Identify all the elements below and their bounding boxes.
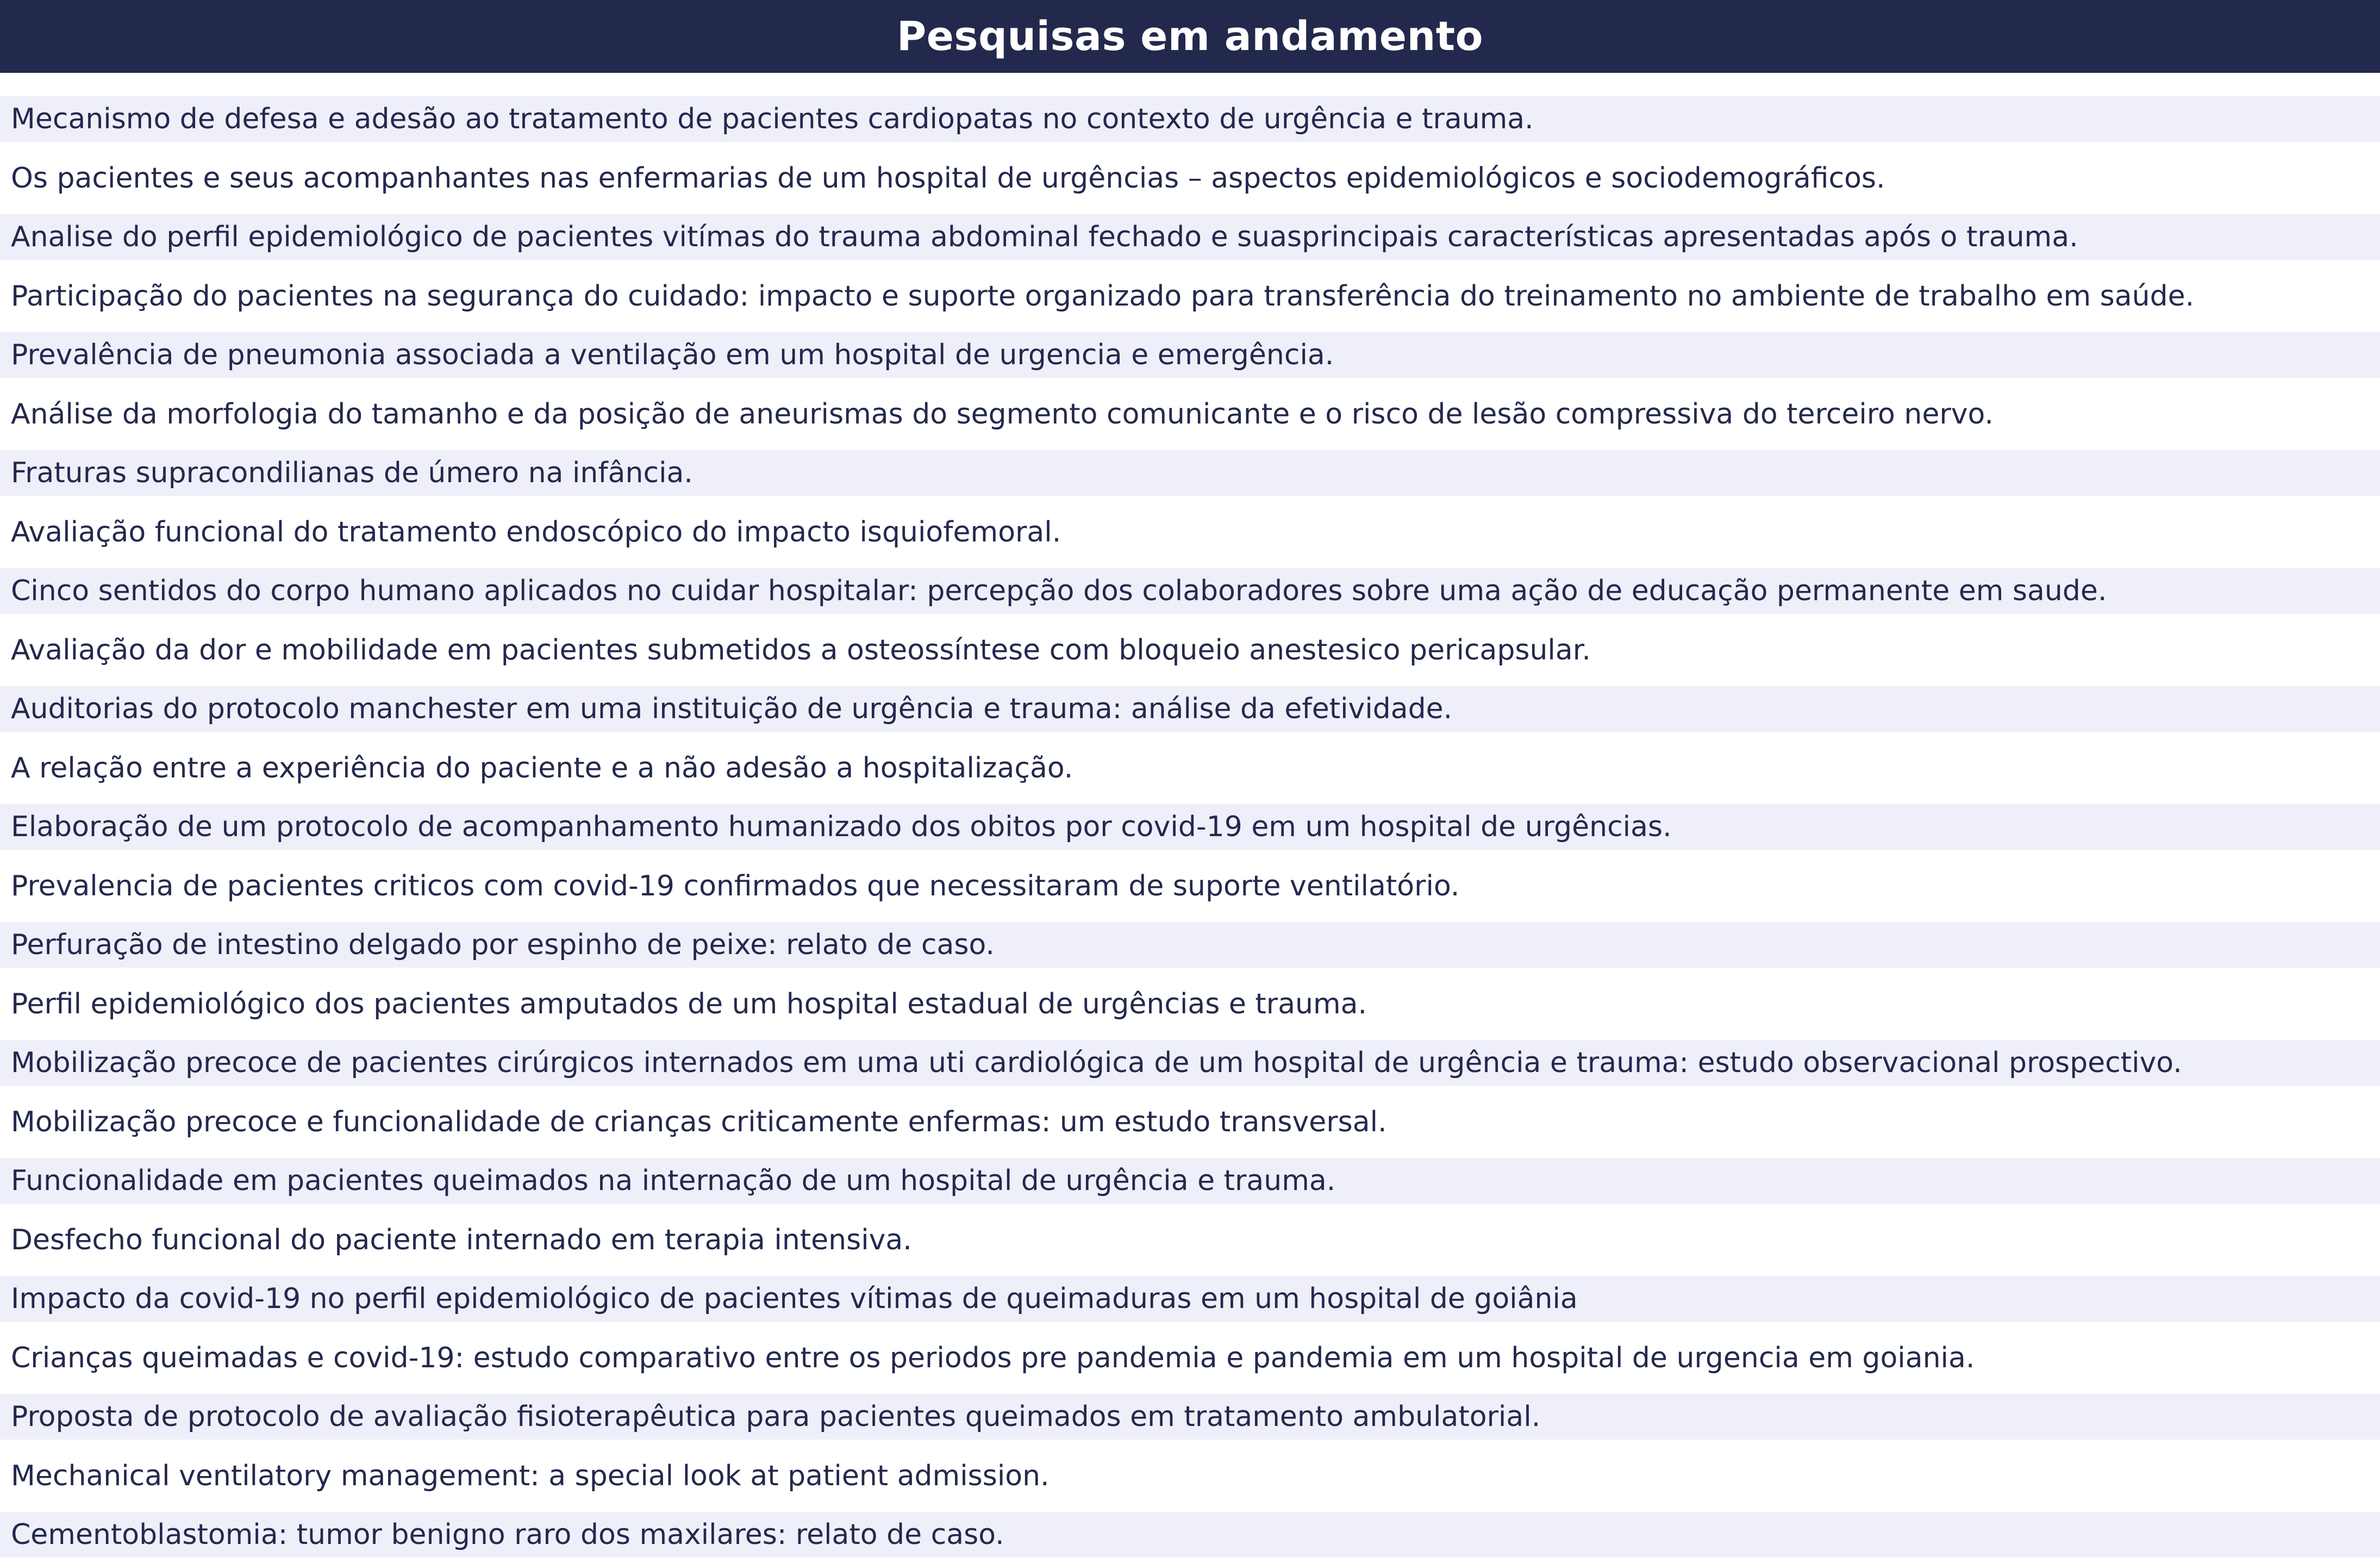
list-item <box>0 804 2380 863</box>
list-item <box>0 155 2380 215</box>
list-item <box>0 1099 2380 1159</box>
list-item <box>0 1217 2380 1276</box>
list-item <box>0 273 2380 333</box>
list-item <box>0 981 2380 1041</box>
research-title: Perfuração de intestino delgado por espinho de peixe: relato de caso. <box>11 929 995 961</box>
research-title: Mechanical ventilatory management: a special look at patient admission. <box>11 1459 1050 1492</box>
list-item <box>0 568 2380 627</box>
list-item <box>0 1453 2380 1512</box>
research-title: Auditorias do protocolo manchester em uma instituição de urgência e trauma: análise da efetividade. <box>11 693 1453 725</box>
research-title: Avaliação da dor e mobilidade em pacientes submetidos a osteossíntese com bloqueio anestesico pericapsular. <box>11 633 1591 667</box>
research-title: A relação entre a experiência do paciente e a não adesão a hospitalização. <box>11 751 1073 784</box>
list-item <box>0 745 2380 805</box>
research-list <box>0 96 2380 1563</box>
list-item <box>0 332 2380 391</box>
research-title: Funcionalidade em pacientes queimados na internação de um hospital de urgência e trauma. <box>11 1165 1336 1197</box>
research-title: Cinco sentidos do corpo humano aplicados no cuidar hospitalar: percepção dos colaboradores sobre uma ação de educação permanente em saude. <box>11 575 2107 607</box>
list-item <box>0 1512 2380 1563</box>
list-item <box>0 96 2380 155</box>
list-item <box>0 391 2380 451</box>
research-title: Prevalencia de pacientes criticos com covid-19 confirmados que necessitaram de suporte ventilatório. <box>11 869 1460 902</box>
list-item <box>0 922 2380 981</box>
research-title: Prevalência de pneumonia associada a ventilação em um hospital de urgencia e emergência. <box>11 339 1334 371</box>
research-title: Crianças queimadas e covid-19: estudo comparativo entre os periodos pre pandemia e pandemia em um hospital de urgencia em goiania. <box>11 1341 1975 1374</box>
research-title: Mobilização precoce de pacientes cirúrgicos internados em uma uti cardiológica de um hospital de urgência e trauma: estudo observacional prospectivo. <box>11 1047 2182 1079</box>
research-title: Desfecho funcional do paciente internado em terapia intensiva. <box>11 1223 912 1256</box>
list-item <box>0 1394 2380 1453</box>
research-title: Cementoblastomia: tumor benigno raro dos maxilares: relato de caso. <box>11 1518 1004 1551</box>
list-item <box>0 509 2380 569</box>
research-title: Analise do perfil epidemiológico de pacientes vitímas do trauma abdominal fechado e suasprincipais características apresentadas após o trauma. <box>11 221 2078 253</box>
research-title: Participação do pacientes na segurança do cuidado: impacto e suporte organizado para transferência do treinamento no ambiente de trabalho em saúde. <box>11 279 2195 313</box>
research-title: Fraturas supracondilianas de úmero na infância. <box>11 457 693 489</box>
list-item <box>0 450 2380 509</box>
research-title: Proposta de protocolo de avaliação fisioterapêutica para pacientes queimados em tratamento ambulatorial. <box>11 1400 1541 1433</box>
list-item <box>0 214 2380 273</box>
page-title: Pesquisas em andamento <box>896 13 1484 60</box>
list-item <box>0 1335 2380 1394</box>
list-item <box>0 863 2380 923</box>
list-item <box>0 1040 2380 1099</box>
page-header <box>0 0 2380 73</box>
list-item <box>0 1276 2380 1335</box>
research-title: Análise da morfologia do tamanho e da posição de aneurismas do segmento comunicante e o risco de lesão compressiva do terceiro nervo. <box>11 397 1994 431</box>
list-item <box>0 686 2380 745</box>
research-title: Impacto da covid-19 no perfil epidemiológico de pacientes vítimas de queimaduras em um hospital de goiânia <box>11 1282 1578 1315</box>
research-title: Perfil epidemiológico dos pacientes amputados de um hospital estadual de urgências e trauma. <box>11 987 1367 1020</box>
list-item <box>0 627 2380 687</box>
list-item <box>0 1158 2380 1217</box>
research-title: Mecanismo de defesa e adesão ao tratamento de pacientes cardiopatas no contexto de urgência e trauma. <box>11 103 1534 135</box>
research-title: Mobilização precoce e funcionalidade de crianças criticamente enfermas: um estudo transversal. <box>11 1105 1387 1138</box>
research-title: Elaboração de um protocolo de acompanhamento humanizado dos obitos por covid-19 em um hospital de urgências. <box>11 811 1672 843</box>
research-title: Os pacientes e seus acompanhantes nas enfermarias de um hospital de urgências – aspectos epidemiológicos e sociodemográficos. <box>11 161 1885 195</box>
research-title: Avaliação funcional do tratamento endoscópico do impacto isquiofemoral. <box>11 515 1061 549</box>
